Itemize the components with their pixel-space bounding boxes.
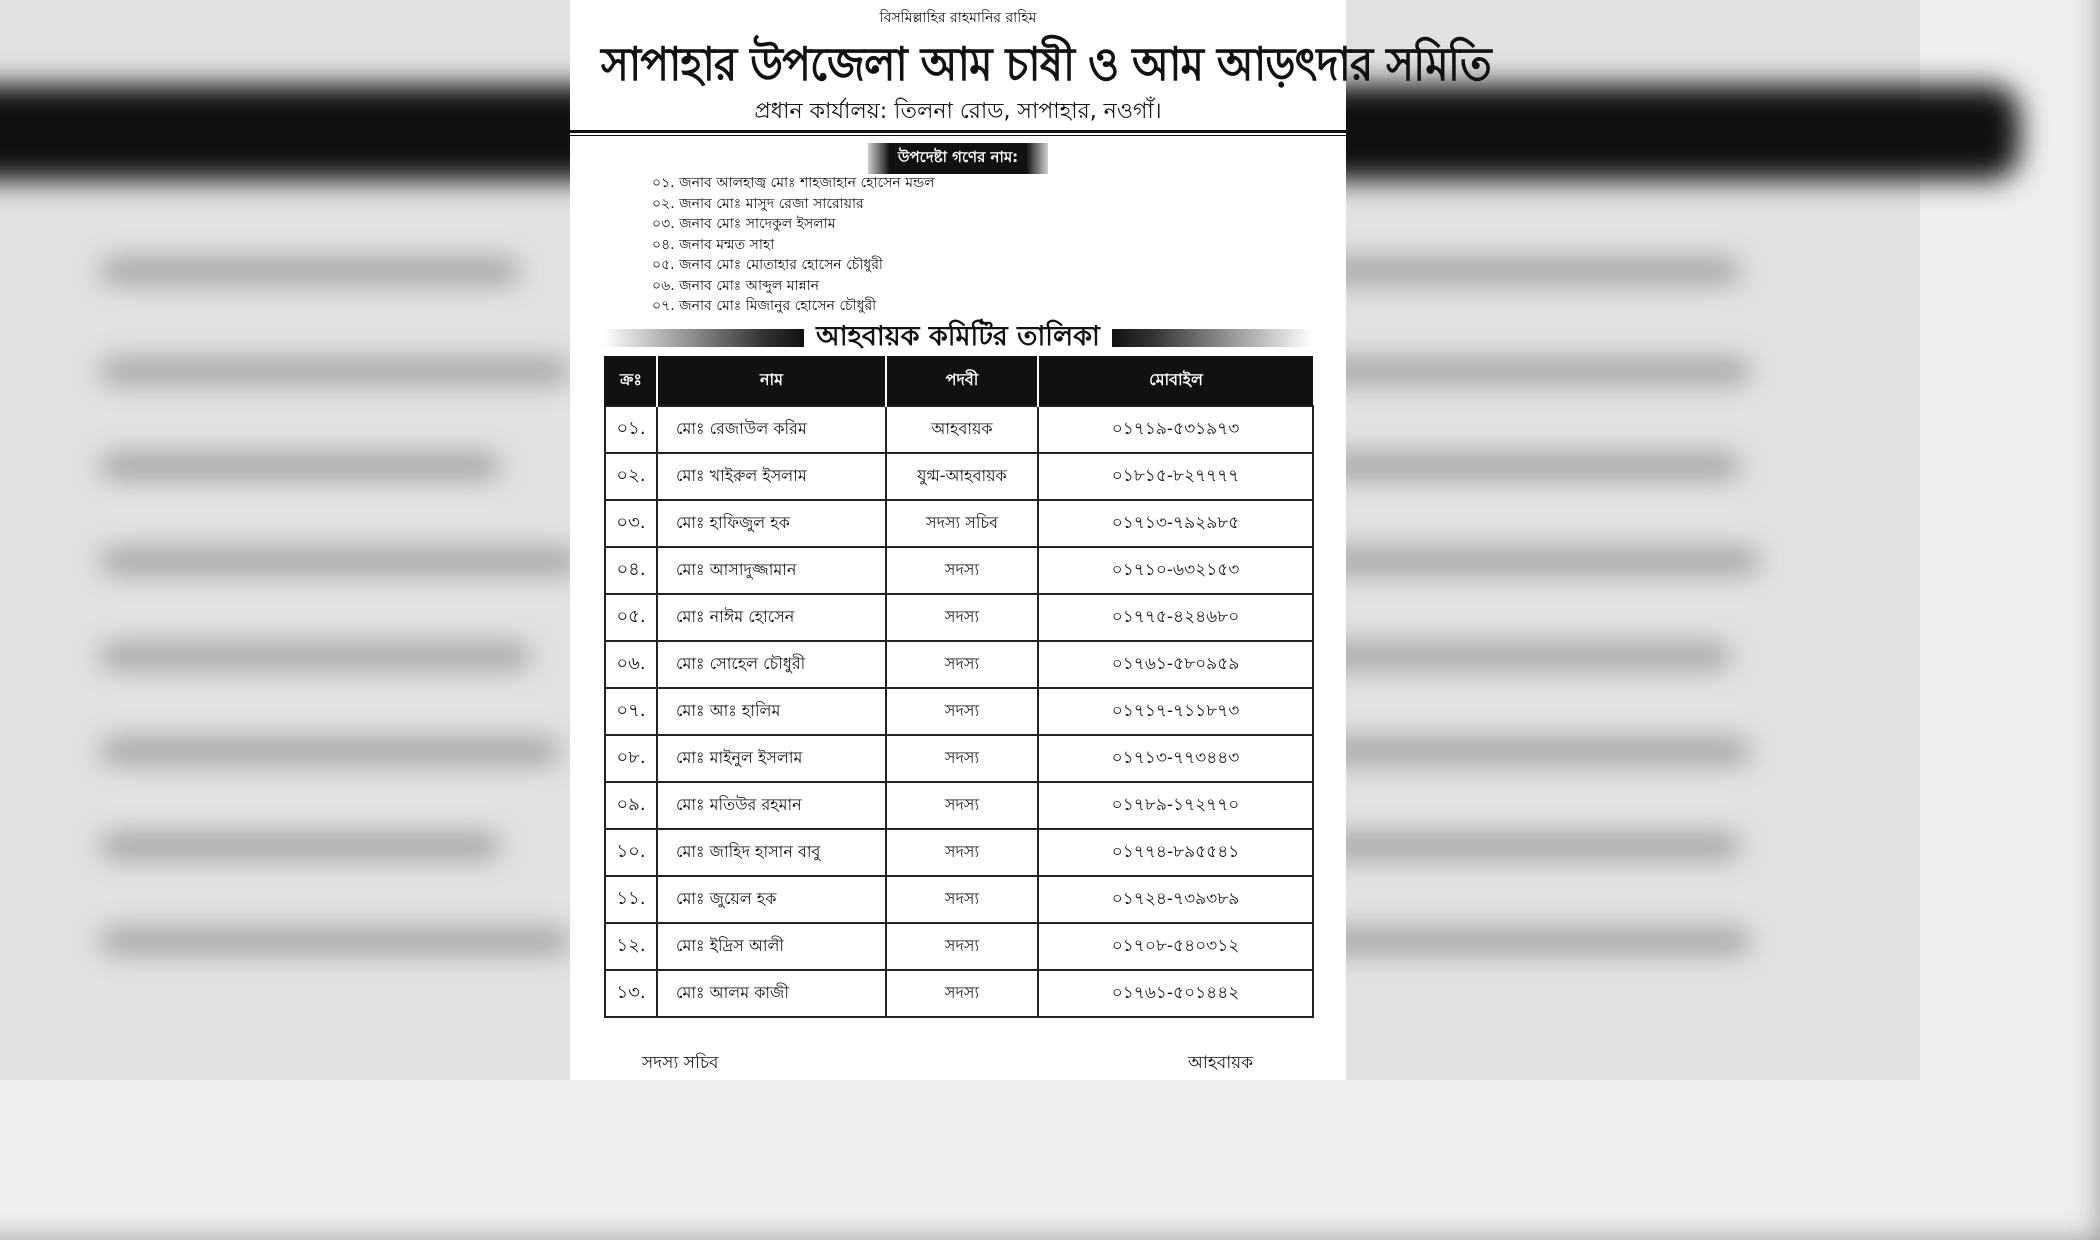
advisor-item: ০৩. জনাব মোঃ সাদেকুল ইসলাম bbox=[652, 216, 836, 232]
serial-cell: ১২. bbox=[605, 923, 657, 970]
mobile-cell: ০১৭০৮-৫৪০৩১২ bbox=[1038, 923, 1313, 970]
advisor-item: ০৪. জনাব মন্মত সাহা bbox=[652, 236, 775, 253]
designation-cell: সদস্য bbox=[886, 876, 1038, 923]
name-cell: মোঃ মতিউর রহমান bbox=[657, 782, 886, 829]
table-row bbox=[605, 829, 1313, 876]
header-rule-thick bbox=[570, 130, 1346, 133]
designation-cell: যুগ্ম-আহবায়ক bbox=[886, 453, 1038, 500]
designation-cell: সদস্য bbox=[886, 547, 1038, 594]
mobile-cell: ০১৭৬১-৫০১৪৪২ bbox=[1038, 970, 1313, 1017]
mobile-cell: ০১৭১৩-৭৯২৯৮৫ bbox=[1038, 500, 1313, 547]
committee-heading bbox=[604, 321, 1312, 355]
name-cell: মোঃ মাইনুল ইসলাম bbox=[657, 735, 886, 782]
serial-cell: ০৭. bbox=[605, 688, 657, 735]
signature-secretary: সদস্য সচিব bbox=[642, 1053, 719, 1073]
mobile-cell: ০১৭১৩-৭৭৩৪৪৩ bbox=[1038, 735, 1313, 782]
mobile-cell: ০১৭১০-৬৩২১৫৩ bbox=[1038, 547, 1313, 594]
designation-cell: সদস্য bbox=[886, 688, 1038, 735]
mobile-cell: ০১৭২৪-৭৩৯৩৮৯ bbox=[1038, 876, 1313, 923]
mobile-cell: ০১৭১৯-৫৩১৯৭৩ bbox=[1038, 406, 1313, 453]
mobile-cell: ০১৭৭৪-৮৯৫৫৪১ bbox=[1038, 829, 1313, 876]
name-cell: মোঃ জাহিদ হাসান বাবু bbox=[657, 829, 886, 876]
table-row bbox=[605, 688, 1313, 735]
serial-cell: ১৩. bbox=[605, 970, 657, 1017]
designation-cell: সদস্য bbox=[886, 829, 1038, 876]
column-header-designation: পদবী bbox=[886, 356, 1038, 406]
designation-cell: সদস্য bbox=[886, 735, 1038, 782]
table-row bbox=[605, 406, 1313, 453]
table-row bbox=[605, 641, 1313, 688]
column-header-name: নাম bbox=[657, 356, 886, 406]
mobile-cell: ০১৭১৭-৭১১৮৭৩ bbox=[1038, 688, 1313, 735]
serial-cell: ০২. bbox=[605, 453, 657, 500]
table-row bbox=[605, 782, 1313, 829]
name-cell: মোঃ আলম কাজী bbox=[657, 970, 886, 1017]
serial-cell: ১০. bbox=[605, 829, 657, 876]
office-address: প্রধান কার্যালয়: তিলনা রোড, সাপাহার, নওগাঁ। bbox=[754, 99, 1162, 124]
advisor-item: ০১. জনাব আলহাজ্ব মোঃ শাহজাহান হোসেন মন্ডল bbox=[652, 175, 935, 191]
name-cell: মোঃ জুয়েল হক bbox=[657, 876, 886, 923]
committee-table bbox=[604, 356, 1314, 1018]
name-cell: মোঃ নাঈম হোসেন bbox=[657, 594, 886, 641]
serial-cell: ০৩. bbox=[605, 500, 657, 547]
advisor-item: ০৬. জনাব মোঃ আব্দুল মান্নান bbox=[652, 277, 820, 294]
table-row bbox=[605, 594, 1313, 641]
column-header-mobile: মোবাইল bbox=[1038, 356, 1313, 406]
advisors-heading bbox=[570, 143, 1346, 174]
heading-decor-left bbox=[604, 329, 804, 347]
heading-decor-right bbox=[1112, 329, 1312, 347]
table-row bbox=[605, 876, 1313, 923]
advisors-heading-text: উপদেষ্টা গণের নাম: bbox=[897, 148, 1019, 166]
designation-cell: সদস্য সচিব bbox=[886, 500, 1038, 547]
document-sheet bbox=[570, 0, 1491, 1080]
committee-heading-text: আহবায়ক কমিটির তালিকা bbox=[816, 320, 1100, 352]
serial-cell: ০১. bbox=[605, 406, 657, 453]
name-cell: মোঃ ইদ্রিস আলী bbox=[657, 923, 886, 970]
table-row bbox=[605, 547, 1313, 594]
bismillah-line: বিসমিল্লাহির রাহমানির রাহিম bbox=[879, 10, 1037, 26]
table-row bbox=[605, 923, 1313, 970]
table-header-row bbox=[605, 356, 1313, 406]
serial-cell: ১১. bbox=[605, 876, 657, 923]
table-row bbox=[605, 970, 1313, 1017]
name-cell: মোঃ হাফিজুল হক bbox=[657, 500, 886, 547]
advisors-list bbox=[652, 173, 935, 317]
advisor-item: ০৫. জনাব মোঃ মোতাহার হোসেন চৌধুরী bbox=[652, 257, 883, 273]
serial-cell: ০৮. bbox=[605, 735, 657, 782]
name-cell: মোঃ সোহেল চৌধুরী bbox=[657, 641, 886, 688]
designation-cell: সদস্য bbox=[886, 641, 1038, 688]
designation-cell: আহবায়ক bbox=[886, 406, 1038, 453]
mobile-cell: ০১৮১৫-৮২৭৭৭৭ bbox=[1038, 453, 1313, 500]
advisor-item: ০২. জনাব মোঃ মাসুদ রেজা সারোয়ার bbox=[652, 195, 864, 212]
name-cell: মোঃ রেজাউল করিম bbox=[657, 406, 886, 453]
table-row bbox=[605, 735, 1313, 782]
mobile-cell: ০১৭৭৫-৪২৪৬৮০ bbox=[1038, 594, 1313, 641]
designation-cell: সদস্য bbox=[886, 970, 1038, 1017]
organization-title: সাপাহার উপজেলা আম চাষী ও আম আড়ৎদার সমিতি bbox=[601, 37, 1491, 91]
name-cell: মোঃ আসাদুজ্জামান bbox=[657, 547, 886, 594]
committee-table-body bbox=[605, 406, 1313, 1017]
advisor-item: ০৭. জনাব মোঃ মিজানুর হোসেন চৌধুরী bbox=[652, 298, 877, 314]
serial-cell: ০৯. bbox=[605, 782, 657, 829]
signature-convener: আহবায়ক bbox=[1188, 1053, 1254, 1073]
designation-cell: সদস্য bbox=[886, 594, 1038, 641]
serial-cell: ০৫. bbox=[605, 594, 657, 641]
table-row bbox=[605, 500, 1313, 547]
mobile-cell: ০১৭৬১-৫৮০৯৫৯ bbox=[1038, 641, 1313, 688]
name-cell: মোঃ আঃ হালিম bbox=[657, 688, 886, 735]
column-header-serial: ক্রঃ bbox=[605, 356, 657, 406]
designation-cell: সদস্য bbox=[886, 782, 1038, 829]
mobile-cell: ০১৭৮৯-১৭২৭৭০ bbox=[1038, 782, 1313, 829]
serial-cell: ০৪. bbox=[605, 547, 657, 594]
designation-cell: সদস্য bbox=[886, 923, 1038, 970]
name-cell: মোঃ খাইরুল ইসলাম bbox=[657, 453, 886, 500]
table-row bbox=[605, 453, 1313, 500]
header-rule-thin bbox=[570, 135, 1346, 136]
serial-cell: ০৬. bbox=[605, 641, 657, 688]
